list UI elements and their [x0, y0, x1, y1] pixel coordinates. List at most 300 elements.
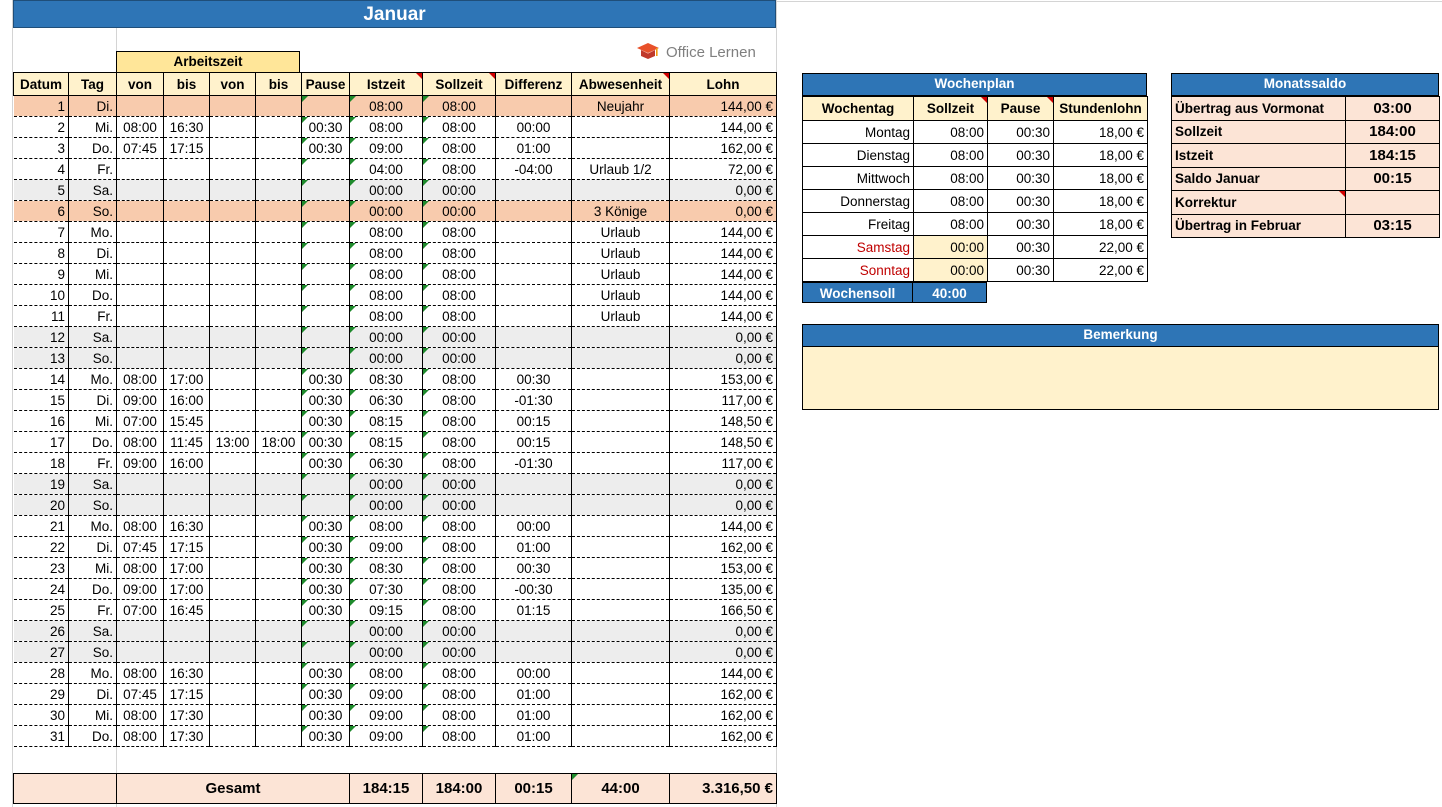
cell-istzeit[interactable]: 08:00 — [350, 306, 423, 327]
cell-pause[interactable] — [302, 327, 350, 348]
col-datum[interactable]: Datum — [14, 73, 69, 96]
cell-von-1[interactable] — [117, 348, 164, 369]
cell-von-1[interactable] — [117, 264, 164, 285]
cell-bis-1[interactable]: 16:00 — [164, 390, 210, 411]
wochenplan-cell-pause[interactable]: 00:30 — [988, 167, 1054, 190]
wochenplan-cell-wochentag[interactable]: Freitag — [803, 213, 914, 236]
cell-abwesenheit[interactable] — [572, 600, 670, 621]
cell-von-1[interactable]: 07:45 — [117, 138, 164, 159]
cell-differenz[interactable] — [496, 474, 572, 495]
cell-lohn[interactable]: 148,50 € — [670, 432, 777, 453]
cell-istzeit[interactable]: 08:00 — [350, 285, 423, 306]
cell-differenz[interactable]: 00:00 — [496, 663, 572, 684]
cell-datum[interactable]: 20 — [14, 495, 69, 516]
cell-tag[interactable]: Fr. — [69, 306, 117, 327]
cell-tag[interactable]: Di. — [69, 96, 117, 117]
cell-von-1[interactable] — [117, 243, 164, 264]
cell-pause[interactable]: 00:30 — [302, 390, 350, 411]
cell-von-1[interactable] — [117, 285, 164, 306]
cell-pause[interactable]: 00:30 — [302, 663, 350, 684]
cell-sollzeit[interactable]: 08:00 — [423, 159, 496, 180]
wochenplan-col-pause[interactable]: Pause — [988, 97, 1054, 121]
cell-sollzeit[interactable]: 08:00 — [423, 600, 496, 621]
col-bis-1[interactable]: bis — [164, 73, 210, 96]
cell-sollzeit[interactable]: 00:00 — [423, 180, 496, 201]
wochenplan-cell-pause[interactable]: 00:30 — [988, 259, 1054, 282]
cell-bis-2[interactable] — [256, 705, 302, 726]
wochenplan-cell-stundenlohn[interactable]: 18,00 € — [1054, 121, 1148, 144]
cell-abwesenheit[interactable] — [572, 369, 670, 390]
cell-abwesenheit[interactable]: Urlaub — [572, 306, 670, 327]
cell-datum[interactable]: 27 — [14, 642, 69, 663]
cell-von-2[interactable] — [210, 159, 256, 180]
cell-tag[interactable]: Sa. — [69, 621, 117, 642]
cell-von-1[interactable] — [117, 327, 164, 348]
cell-tag[interactable]: Fr. — [69, 159, 117, 180]
cell-datum[interactable]: 3 — [14, 138, 69, 159]
cell-bis-2[interactable] — [256, 600, 302, 621]
cell-tag[interactable]: Di. — [69, 243, 117, 264]
wochensoll-value[interactable]: 40:00 — [913, 282, 987, 303]
cell-lohn[interactable]: 144,00 € — [670, 306, 777, 327]
cell-tag[interactable]: Mi. — [69, 117, 117, 138]
cell-bis-2[interactable] — [256, 117, 302, 138]
cell-von-2[interactable] — [210, 117, 256, 138]
cell-abwesenheit[interactable] — [572, 432, 670, 453]
cell-abwesenheit[interactable] — [572, 474, 670, 495]
cell-tag[interactable]: Mo. — [69, 663, 117, 684]
cell-differenz[interactable]: 00:30 — [496, 558, 572, 579]
cell-lohn[interactable]: 144,00 € — [670, 222, 777, 243]
cell-bis-2[interactable] — [256, 222, 302, 243]
wochenplan-col-wochentag[interactable]: Wochentag — [803, 97, 914, 121]
cell-lohn[interactable]: 148,50 € — [670, 411, 777, 432]
cell-bis-1[interactable]: 17:15 — [164, 684, 210, 705]
cell-tag[interactable]: So. — [69, 642, 117, 663]
wochenplan-cell-stundenlohn[interactable]: 18,00 € — [1054, 213, 1148, 236]
cell-abwesenheit[interactable] — [572, 705, 670, 726]
cell-abwesenheit[interactable] — [572, 537, 670, 558]
cell-von-2[interactable] — [210, 327, 256, 348]
cell-abwesenheit[interactable]: Neujahr — [572, 96, 670, 117]
cell-pause[interactable]: 00:30 — [302, 558, 350, 579]
wochenplan-cell-wochentag[interactable]: Montag — [803, 121, 914, 144]
cell-lohn[interactable]: 166,50 € — [670, 600, 777, 621]
cell-von-2[interactable] — [210, 285, 256, 306]
cell-tag[interactable]: Do. — [69, 726, 117, 747]
cell-abwesenheit[interactable] — [572, 579, 670, 600]
col-istzeit[interactable]: Istzeit — [350, 73, 423, 96]
cell-bis-2[interactable] — [256, 495, 302, 516]
col-tag[interactable]: Tag — [69, 73, 117, 96]
cell-datum[interactable]: 21 — [14, 516, 69, 537]
cell-datum[interactable]: 19 — [14, 474, 69, 495]
wochenplan-cell-sollzeit[interactable]: 08:00 — [914, 190, 988, 213]
cell-istzeit[interactable]: 08:15 — [350, 411, 423, 432]
cell-bis-1[interactable]: 16:45 — [164, 600, 210, 621]
cell-von-1[interactable]: 08:00 — [117, 726, 164, 747]
cell-pause[interactable] — [302, 243, 350, 264]
cell-sollzeit[interactable]: 08:00 — [423, 684, 496, 705]
cell-bis-2[interactable] — [256, 285, 302, 306]
cell-sollzeit[interactable]: 08:00 — [423, 117, 496, 138]
cell-tag[interactable]: Fr. — [69, 453, 117, 474]
cell-bis-2[interactable] — [256, 327, 302, 348]
cell-datum[interactable]: 18 — [14, 453, 69, 474]
cell-bis-2[interactable] — [256, 201, 302, 222]
cell-von-2[interactable] — [210, 390, 256, 411]
cell-istzeit[interactable]: 08:00 — [350, 663, 423, 684]
cell-pause[interactable] — [302, 495, 350, 516]
cell-pause[interactable] — [302, 285, 350, 306]
cell-sollzeit[interactable]: 00:00 — [423, 474, 496, 495]
cell-bis-2[interactable] — [256, 726, 302, 747]
cell-bis-1[interactable]: 17:30 — [164, 726, 210, 747]
cell-abwesenheit[interactable]: Urlaub — [572, 285, 670, 306]
cell-pause[interactable]: 00:30 — [302, 369, 350, 390]
wochenplan-cell-wochentag[interactable]: Mittwoch — [803, 167, 914, 190]
cell-tag[interactable]: So. — [69, 495, 117, 516]
cell-bis-2[interactable] — [256, 537, 302, 558]
total-sollzeit[interactable]: 184:00 — [423, 774, 496, 804]
total-abwesenheit[interactable]: 44:00 — [572, 774, 670, 804]
cell-datum[interactable]: 16 — [14, 411, 69, 432]
cell-sollzeit[interactable]: 08:00 — [423, 516, 496, 537]
cell-pause[interactable] — [302, 642, 350, 663]
cell-lohn[interactable]: 0,00 € — [670, 642, 777, 663]
cell-tag[interactable]: Sa. — [69, 180, 117, 201]
cell-lohn[interactable]: 144,00 € — [670, 117, 777, 138]
cell-differenz[interactable] — [496, 222, 572, 243]
cell-abwesenheit[interactable] — [572, 348, 670, 369]
cell-lohn[interactable]: 0,00 € — [670, 621, 777, 642]
monatssaldo-value[interactable]: 03:00 — [1346, 97, 1440, 121]
monatssaldo-value[interactable]: 00:15 — [1346, 167, 1440, 191]
cell-sollzeit[interactable]: 00:00 — [423, 642, 496, 663]
cell-abwesenheit[interactable] — [572, 327, 670, 348]
cell-bis-1[interactable] — [164, 348, 210, 369]
cell-sollzeit[interactable]: 08:00 — [423, 453, 496, 474]
cell-istzeit[interactable]: 08:00 — [350, 96, 423, 117]
cell-differenz[interactable]: 01:00 — [496, 537, 572, 558]
wochenplan-col-stundenlohn[interactable]: Stundenlohn — [1054, 97, 1148, 121]
cell-lohn[interactable]: 117,00 € — [670, 390, 777, 411]
cell-tag[interactable]: Di. — [69, 537, 117, 558]
cell-istzeit[interactable]: 07:30 — [350, 579, 423, 600]
cell-von-2[interactable] — [210, 180, 256, 201]
cell-tag[interactable]: Mi. — [69, 264, 117, 285]
col-lohn[interactable]: Lohn — [670, 73, 777, 96]
cell-pause[interactable] — [302, 348, 350, 369]
cell-abwesenheit[interactable] — [572, 138, 670, 159]
cell-datum[interactable]: 6 — [14, 201, 69, 222]
cell-lohn[interactable]: 135,00 € — [670, 579, 777, 600]
wochenplan-cell-stundenlohn[interactable]: 18,00 € — [1054, 190, 1148, 213]
cell-sollzeit[interactable]: 08:00 — [423, 369, 496, 390]
cell-abwesenheit[interactable] — [572, 558, 670, 579]
cell-datum[interactable]: 30 — [14, 705, 69, 726]
cell-datum[interactable]: 5 — [14, 180, 69, 201]
cell-von-1[interactable] — [117, 306, 164, 327]
cell-differenz[interactable] — [496, 495, 572, 516]
cell-lohn[interactable]: 72,00 € — [670, 159, 777, 180]
cell-pause[interactable] — [302, 306, 350, 327]
monatssaldo-value[interactable] — [1346, 191, 1440, 215]
cell-von-2[interactable] — [210, 558, 256, 579]
cell-von-2[interactable] — [210, 495, 256, 516]
cell-bis-1[interactable]: 16:30 — [164, 117, 210, 138]
cell-bis-2[interactable] — [256, 453, 302, 474]
cell-lohn[interactable]: 144,00 € — [670, 96, 777, 117]
cell-bis-1[interactable] — [164, 306, 210, 327]
cell-istzeit[interactable]: 00:00 — [350, 180, 423, 201]
cell-von-2[interactable] — [210, 138, 256, 159]
cell-sollzeit[interactable]: 08:00 — [423, 705, 496, 726]
cell-abwesenheit[interactable]: Urlaub — [572, 222, 670, 243]
cell-pause[interactable]: 00:30 — [302, 411, 350, 432]
cell-bis-2[interactable] — [256, 579, 302, 600]
cell-datum[interactable]: 22 — [14, 537, 69, 558]
cell-tag[interactable]: Mo. — [69, 369, 117, 390]
cell-von-2[interactable] — [210, 306, 256, 327]
cell-datum[interactable]: 10 — [14, 285, 69, 306]
cell-differenz[interactable]: 00:15 — [496, 432, 572, 453]
cell-bis-2[interactable] — [256, 474, 302, 495]
cell-pause[interactable]: 00:30 — [302, 705, 350, 726]
cell-tag[interactable]: Di. — [69, 390, 117, 411]
cell-von-2[interactable] — [210, 537, 256, 558]
cell-bis-2[interactable] — [256, 663, 302, 684]
cell-bis-2[interactable] — [256, 369, 302, 390]
cell-istzeit[interactable]: 06:30 — [350, 453, 423, 474]
cell-differenz[interactable] — [496, 96, 572, 117]
cell-sollzeit[interactable]: 08:00 — [423, 96, 496, 117]
cell-lohn[interactable]: 144,00 € — [670, 243, 777, 264]
wochenplan-cell-pause[interactable]: 00:30 — [988, 236, 1054, 259]
cell-bis-2[interactable] — [256, 621, 302, 642]
cell-von-1[interactable] — [117, 201, 164, 222]
cell-abwesenheit[interactable] — [572, 726, 670, 747]
cell-lohn[interactable]: 153,00 € — [670, 558, 777, 579]
wochenplan-cell-sollzeit[interactable]: 00:00 — [914, 236, 988, 259]
cell-istzeit[interactable]: 00:00 — [350, 495, 423, 516]
cell-bis-1[interactable] — [164, 159, 210, 180]
cell-sollzeit[interactable]: 08:00 — [423, 726, 496, 747]
cell-von-2[interactable] — [210, 222, 256, 243]
cell-bis-2[interactable] — [256, 159, 302, 180]
cell-bis-1[interactable] — [164, 96, 210, 117]
cell-sollzeit[interactable]: 00:00 — [423, 621, 496, 642]
cell-von-1[interactable]: 09:00 — [117, 579, 164, 600]
cell-istzeit[interactable]: 08:15 — [350, 432, 423, 453]
cell-lohn[interactable]: 144,00 € — [670, 663, 777, 684]
cell-datum[interactable]: 4 — [14, 159, 69, 180]
cell-von-1[interactable]: 07:45 — [117, 684, 164, 705]
cell-sollzeit[interactable]: 00:00 — [423, 348, 496, 369]
cell-von-1[interactable]: 08:00 — [117, 705, 164, 726]
cell-istzeit[interactable]: 08:00 — [350, 516, 423, 537]
cell-bis-1[interactable]: 17:00 — [164, 369, 210, 390]
cell-istzeit[interactable]: 09:00 — [350, 138, 423, 159]
cell-von-1[interactable] — [117, 495, 164, 516]
cell-lohn[interactable]: 144,00 € — [670, 264, 777, 285]
cell-bis-1[interactable] — [164, 642, 210, 663]
cell-istzeit[interactable]: 06:30 — [350, 390, 423, 411]
cell-sollzeit[interactable]: 00:00 — [423, 495, 496, 516]
cell-tag[interactable]: Mi. — [69, 558, 117, 579]
cell-datum[interactable]: 2 — [14, 117, 69, 138]
col-bis-2[interactable]: bis — [256, 73, 302, 96]
cell-pause[interactable] — [302, 474, 350, 495]
cell-sollzeit[interactable]: 00:00 — [423, 327, 496, 348]
cell-sollzeit[interactable]: 08:00 — [423, 285, 496, 306]
wochenplan-cell-pause[interactable]: 00:30 — [988, 213, 1054, 236]
wochenplan-cell-stundenlohn[interactable]: 18,00 € — [1054, 144, 1148, 167]
cell-lohn[interactable]: 162,00 € — [670, 138, 777, 159]
cell-tag[interactable]: Mi. — [69, 705, 117, 726]
cell-abwesenheit[interactable] — [572, 117, 670, 138]
cell-istzeit[interactable]: 09:00 — [350, 537, 423, 558]
cell-pause[interactable] — [302, 621, 350, 642]
cell-bis-1[interactable] — [164, 285, 210, 306]
cell-differenz[interactable] — [496, 180, 572, 201]
cell-lohn[interactable]: 0,00 € — [670, 495, 777, 516]
col-abwesenheit[interactable]: Abwesenheit — [572, 73, 670, 96]
cell-differenz[interactable]: 00:15 — [496, 411, 572, 432]
cell-datum[interactable]: 13 — [14, 348, 69, 369]
bemerkung-field[interactable] — [802, 346, 1439, 410]
cell-abwesenheit[interactable] — [572, 684, 670, 705]
cell-differenz[interactable]: 01:00 — [496, 726, 572, 747]
cell-bis-1[interactable]: 16:30 — [164, 516, 210, 537]
cell-bis-1[interactable] — [164, 264, 210, 285]
cell-istzeit[interactable]: 00:00 — [350, 348, 423, 369]
cell-lohn[interactable]: 0,00 € — [670, 474, 777, 495]
cell-datum[interactable]: 26 — [14, 621, 69, 642]
cell-differenz[interactable] — [496, 306, 572, 327]
total-differenz[interactable]: 00:15 — [496, 774, 572, 804]
wochenplan-cell-stundenlohn[interactable]: 22,00 € — [1054, 259, 1148, 282]
cell-bis-1[interactable]: 17:15 — [164, 138, 210, 159]
cell-bis-1[interactable]: 16:00 — [164, 453, 210, 474]
cell-von-2[interactable] — [210, 516, 256, 537]
cell-lohn[interactable]: 0,00 € — [670, 201, 777, 222]
wochenplan-cell-stundenlohn[interactable]: 22,00 € — [1054, 236, 1148, 259]
cell-von-2[interactable] — [210, 579, 256, 600]
col-von-2[interactable]: von — [210, 73, 256, 96]
cell-bis-2[interactable]: 18:00 — [256, 432, 302, 453]
wochenplan-cell-sollzeit[interactable]: 00:00 — [914, 259, 988, 282]
cell-differenz[interactable]: 00:00 — [496, 117, 572, 138]
cell-bis-1[interactable] — [164, 222, 210, 243]
cell-differenz[interactable]: 01:00 — [496, 684, 572, 705]
cell-lohn[interactable]: 153,00 € — [670, 369, 777, 390]
wochenplan-cell-pause[interactable]: 00:30 — [988, 121, 1054, 144]
cell-abwesenheit[interactable]: Urlaub — [572, 264, 670, 285]
wochenplan-cell-wochentag[interactable]: Donnerstag — [803, 190, 914, 213]
cell-differenz[interactable] — [496, 264, 572, 285]
cell-von-1[interactable] — [117, 222, 164, 243]
wochenplan-cell-sollzeit[interactable]: 08:00 — [914, 144, 988, 167]
cell-sollzeit[interactable]: 08:00 — [423, 264, 496, 285]
cell-abwesenheit[interactable] — [572, 180, 670, 201]
cell-lohn[interactable]: 162,00 € — [670, 684, 777, 705]
cell-istzeit[interactable]: 00:00 — [350, 642, 423, 663]
cell-pause[interactable]: 00:30 — [302, 600, 350, 621]
cell-tag[interactable]: Do. — [69, 579, 117, 600]
cell-istzeit[interactable]: 08:00 — [350, 264, 423, 285]
cell-istzeit[interactable]: 00:00 — [350, 201, 423, 222]
cell-von-1[interactable] — [117, 474, 164, 495]
cell-sollzeit[interactable]: 08:00 — [423, 411, 496, 432]
cell-datum[interactable]: 7 — [14, 222, 69, 243]
cell-differenz[interactable]: 01:00 — [496, 705, 572, 726]
cell-von-1[interactable]: 08:00 — [117, 663, 164, 684]
cell-tag[interactable]: Di. — [69, 684, 117, 705]
cell-pause[interactable]: 00:30 — [302, 537, 350, 558]
cell-sollzeit[interactable]: 08:00 — [423, 579, 496, 600]
cell-von-2[interactable] — [210, 474, 256, 495]
cell-pause[interactable] — [302, 96, 350, 117]
cell-differenz[interactable] — [496, 243, 572, 264]
cell-von-2[interactable] — [210, 201, 256, 222]
cell-sollzeit[interactable]: 08:00 — [423, 222, 496, 243]
cell-datum[interactable]: 11 — [14, 306, 69, 327]
monatssaldo-value[interactable]: 184:15 — [1346, 144, 1440, 168]
cell-lohn[interactable]: 0,00 € — [670, 348, 777, 369]
cell-bis-2[interactable] — [256, 516, 302, 537]
cell-datum[interactable]: 25 — [14, 600, 69, 621]
cell-pause[interactable]: 00:30 — [302, 138, 350, 159]
cell-istzeit[interactable]: 09:15 — [350, 600, 423, 621]
col-differenz[interactable]: Differenz — [496, 73, 572, 96]
total-istzeit[interactable]: 184:15 — [350, 774, 423, 804]
cell-istzeit[interactable]: 09:00 — [350, 726, 423, 747]
cell-sollzeit[interactable]: 08:00 — [423, 138, 496, 159]
cell-istzeit[interactable]: 04:00 — [350, 159, 423, 180]
cell-bis-1[interactable]: 16:30 — [164, 663, 210, 684]
cell-sollzeit[interactable]: 08:00 — [423, 306, 496, 327]
cell-von-2[interactable]: 13:00 — [210, 432, 256, 453]
cell-tag[interactable]: So. — [69, 201, 117, 222]
cell-datum[interactable]: 24 — [14, 579, 69, 600]
cell-von-1[interactable]: 08:00 — [117, 516, 164, 537]
cell-bis-1[interactable]: 17:30 — [164, 705, 210, 726]
cell-datum[interactable]: 1 — [14, 96, 69, 117]
cell-bis-1[interactable] — [164, 474, 210, 495]
cell-abwesenheit[interactable] — [572, 411, 670, 432]
cell-pause[interactable]: 00:30 — [302, 453, 350, 474]
cell-pause[interactable]: 00:30 — [302, 432, 350, 453]
cell-bis-1[interactable]: 17:00 — [164, 579, 210, 600]
cell-von-1[interactable]: 09:00 — [117, 390, 164, 411]
cell-abwesenheit[interactable] — [572, 621, 670, 642]
wochenplan-cell-sollzeit[interactable]: 08:00 — [914, 167, 988, 190]
cell-lohn[interactable]: 0,00 € — [670, 180, 777, 201]
cell-bis-1[interactable] — [164, 243, 210, 264]
cell-sollzeit[interactable]: 08:00 — [423, 432, 496, 453]
cell-pause[interactable]: 00:30 — [302, 684, 350, 705]
cell-pause[interactable] — [302, 264, 350, 285]
cell-bis-2[interactable] — [256, 96, 302, 117]
cell-datum[interactable]: 9 — [14, 264, 69, 285]
cell-bis-2[interactable] — [256, 138, 302, 159]
wochenplan-cell-sollzeit[interactable]: 08:00 — [914, 121, 988, 144]
cell-differenz[interactable]: -00:30 — [496, 579, 572, 600]
cell-pause[interactable] — [302, 180, 350, 201]
cell-differenz[interactable] — [496, 621, 572, 642]
cell-bis-1[interactable] — [164, 180, 210, 201]
